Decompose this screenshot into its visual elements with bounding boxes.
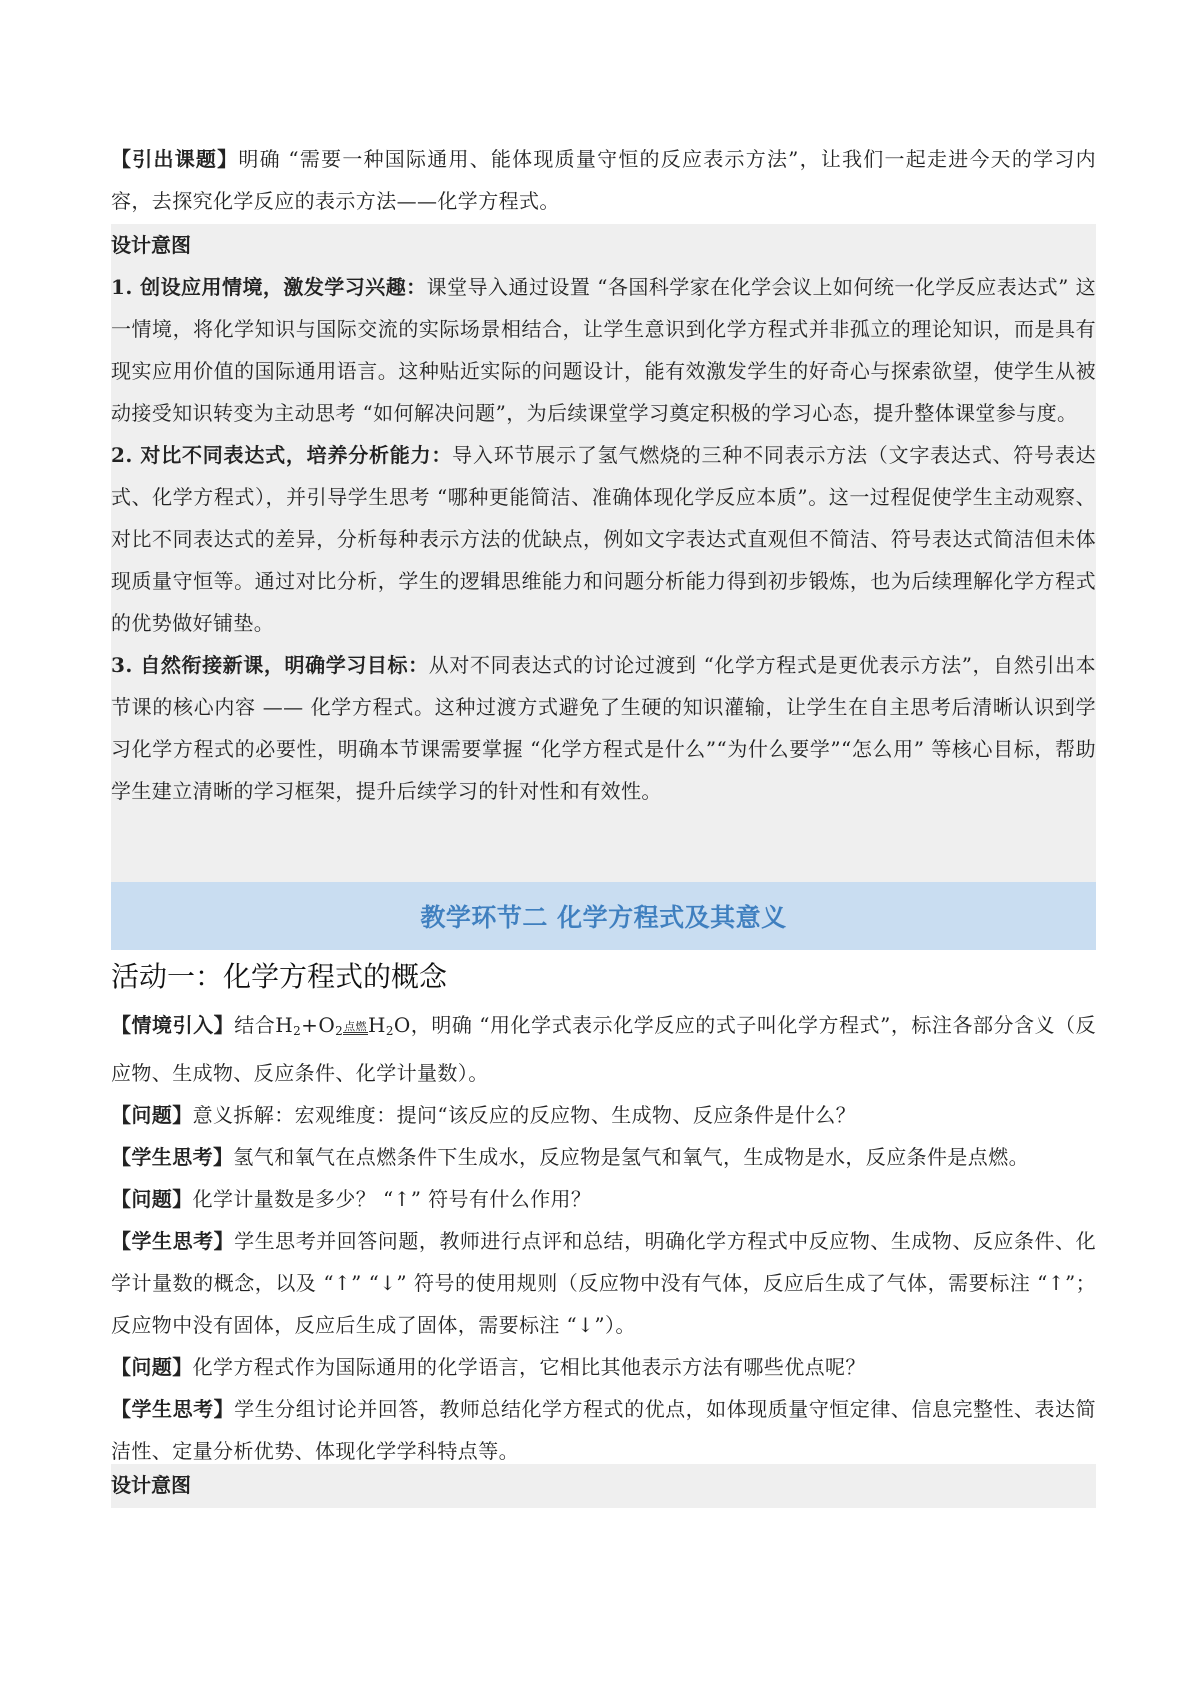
situation-pre: 结合 — [234, 1013, 276, 1037]
situation-label: 【情境引入】 — [111, 1013, 235, 1037]
student-thinking-1: 【学生思考】氢气和氧气在点燃条件下生成水，反应物是氢气和氧气，生成物是水，反应条件是点燃。 — [111, 1145, 1030, 1169]
design-intent-title: 设计意图 — [111, 233, 191, 257]
design-item-1-text: 课堂导入通过设置 “各国科学家在化学会议上如何统一化学反应表达式” 这一情境，将化学知识与国际交流的实际场景相结合，让学生意识到化学方程式并非孤立的理论知识，而是具有现实应用价值的国际通用语言。这种贴近实际的问题设计，能有效激发学生的好奇心与探索欲望，使学生从被动接受知识转变为主动思考 “如何解决问题”，为后续课堂学习奠定积极的学习心态，提升整体课堂参与度。 — [111, 275, 1096, 425]
intro-paragraph — [111, 138, 1096, 222]
student-thinking-3: 【学生思考】学生分组讨论并回答，教师总结化学方程式的优点，如体现质量守恒定律、信息完整性、表达简洁性、定量分析优势、体现化学学科特点等。 — [111, 1397, 1096, 1463]
question-1: 【问题】意义拆解：宏观维度：提问“该反应的反应物、生成物、反应条件是什么？ — [111, 1103, 857, 1127]
design-item-2-text: 导入环节展示了氢气燃烧的三种不同表示方法（文字表达式、符号表达式、化学方程式），并引导学生思考 “哪种更能简洁、准确体现化学反应本质”。这一过程促使学生主动观察、对比不同表达式的差异，分析每种表示方法的优缺点，例如文字表达式直观但不简洁、符号表达式简洁但未体现质量守恒等。通过对比分析，学生的逻辑思维能力和问题分析能力得到初步锻炼，也为后续理解化学方程式的优势做好铺垫。 — [111, 443, 1096, 635]
situation-post: ，明确 “用化学式表示化学反应的式子叫化学方程式”，标注各部分含义（反应物、生成物、反应条件、化学计量数）。 — [111, 1013, 1096, 1085]
design-intent-box-2 — [111, 1464, 1096, 1508]
intro-text: 明确 “需要一种国际通用、能体现质量守恒的反应表示方法”，让我们一起走进今天的学习内容，去探究化学反应的表示方法——化学方程式。 — [111, 147, 1097, 213]
design-item-2-heading: 2. 对比不同表达式，培养分析能力： — [111, 443, 453, 467]
design-intent-box-1 — [111, 224, 1096, 882]
activity-title: 活动一：化学方程式的概念 — [111, 960, 448, 993]
question-2: 【问题】化学计量数是多少？ “↑” 符号有什么作用？ — [111, 1187, 592, 1211]
design-item-2 — [111, 434, 1096, 644]
situation-paragraph — [111, 1004, 1096, 1094]
question-3: 【问题】化学方程式作为国际通用的化学语言，它相比其他表示方法有哪些优点呢？ — [111, 1355, 866, 1379]
design-item-3-heading: 3. 自然衔接新课，明确学习目标： — [111, 653, 429, 677]
activity-body — [111, 1004, 1096, 1472]
design-item-3-text: 从对不同表达式的讨论过渡到 “化学方程式是更优表示方法”，自然引出本节课的核心内容 —— 化学方程式。这种过渡方式避免了生硬的知识灌输，让学生在自主思考后清晰认识到学习化学方程式的必要性，明确本节课需要掌握 “化学方程式是什么”“为什么要学”“怎么用” 等核心目标，帮助学生建立清晰的学习框架，提升后续学习的针对性和有效性。 — [111, 653, 1096, 803]
design-item-3 — [111, 644, 1096, 812]
intro-label: 【引出课题】 — [111, 147, 239, 171]
reaction-condition: 点燃 — [344, 1020, 367, 1033]
student-thinking-2: 【学生思考】学生思考并回答问题，教师进行点评和总结，明确化学方程式中反应物、生成物、反应条件、化学计量数的概念，以及 “↑” “↓” 符号的使用规则（反应物中没有气体，反应后生成了气体，需要标注 “↑”；反应物中没有固体，反应后生成了固体，需要标注 “↓”）。 — [111, 1229, 1096, 1337]
design-intent-title-2: 设计意图 — [111, 1473, 191, 1497]
design-item-1 — [111, 266, 1096, 434]
chemical-equation: $H_2+O_2$点燃$H_2O$ — [275, 1013, 411, 1038]
section-header-band — [111, 882, 1096, 950]
section-title: 教学环节二 化学方程式及其意义 — [420, 903, 787, 932]
design-item-1-heading: 1. 创设应用情境，激发学习兴趣： — [111, 275, 427, 299]
